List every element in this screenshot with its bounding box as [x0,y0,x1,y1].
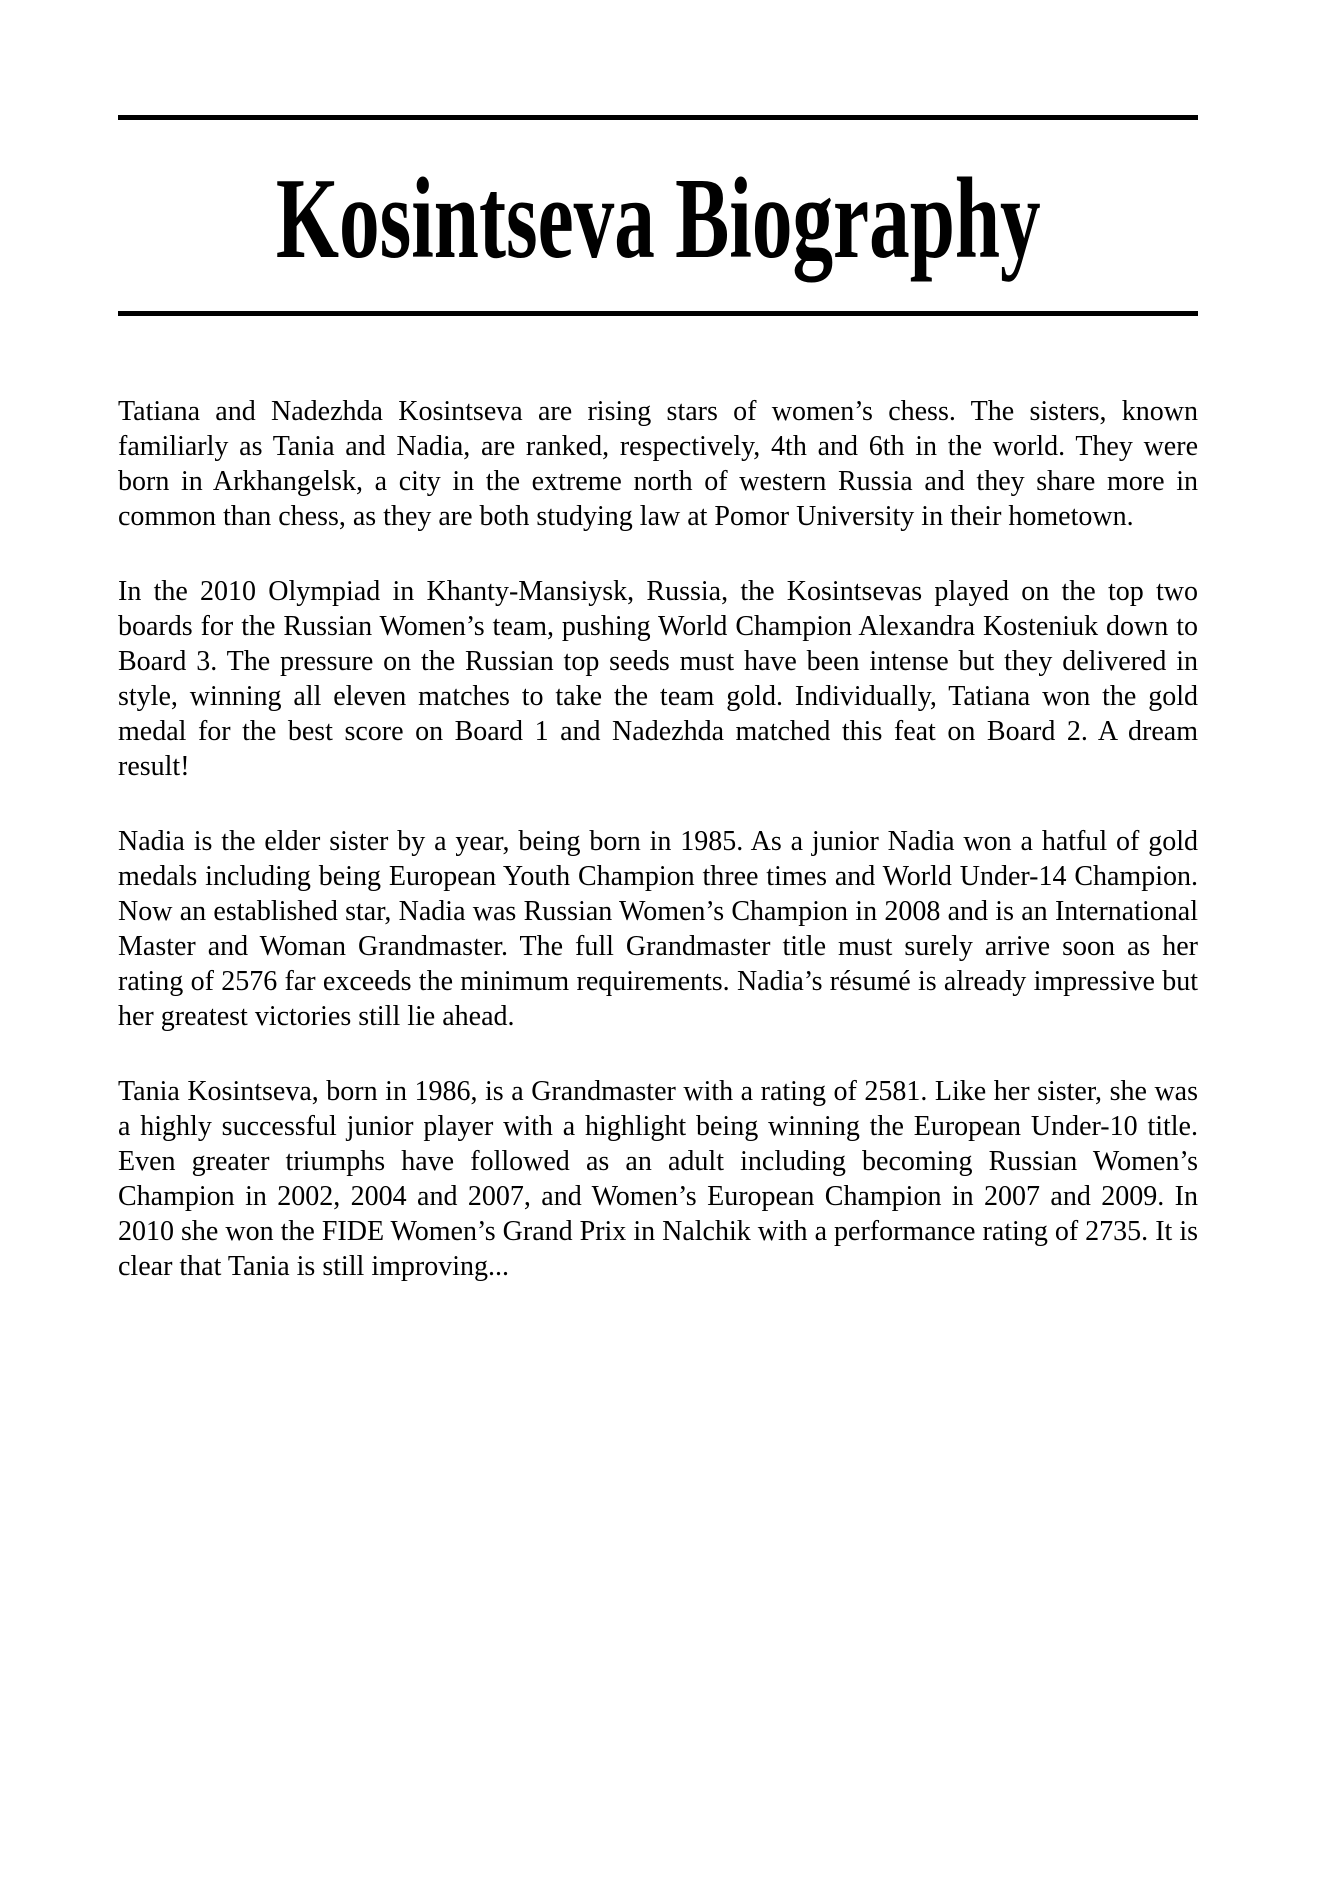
biography-paragraph-nadia: Nadia is the elder sister by a year, being born in 1985. As a junior Nadia won a hatful of gold medals including being European Youth Champion three times and World Under-14 Champion. Now an established star, Nadia was Russian Women’s Champion in 2008 and is an International Master and Woman Grandmaster. The full Grandmaster title must surely arrive soon as her rating of 2576 far exceeds the minimum requirements. Nadia’s résumé is already impressive but her greatest victories still lie ahead. [118,826,1198,1032]
page-title: Kosintseva Biography [275,154,1041,283]
biography-text [118,394,1198,1324]
biography-paragraph-intro: Tatiana and Nadezhda Kosintseva are rising stars of women’s chess. The sisters, known familiarly as Tania and Nadia, are ranked, respectively, 4th and 6th in the world. They were born in Arkhangelsk, a city in the extreme north of western Russia and they share more in common than chess, as they are both studying law at Pomor University in their hometown. [118,396,1198,532]
title-row [118,120,1198,311]
title-rule-bottom [118,311,1198,316]
biography-paragraph-olympiad: In the 2010 Olympiad in Khanty-Mansiysk, Russia, the Kosintsevas played on the top two boards for the Russian Women’s team, pushing World Champion Alexandra Kosteniuk down to Board 3. The pressure on the Russian top seeds must have been intense but they delivered in style, winning all eleven matches to take the team gold. Individually, Tatiana won the gold medal for the best score on Board 1 and Nadezhda matched this feat on Board 2. A dream result! [118,576,1198,782]
title-block [118,115,1198,316]
biography-paragraph-tania: Tania Kosintseva, born in 1986, is a Grandmaster with a rating of 2581. Like her sister, she was a highly successful junior player with a highlight being winning the European Under-10 title. Even greater triumphs have followed as an adult including becoming Russian Women’s Champion in 2002, 2004 and 2007, and Women’s European Champion in 2007 and 2009. In 2010 she won the FIDE Women’s Grand Prix in Nalchik with a performance rating of 2735. It is clear that Tania is still improving... [118,1076,1198,1282]
